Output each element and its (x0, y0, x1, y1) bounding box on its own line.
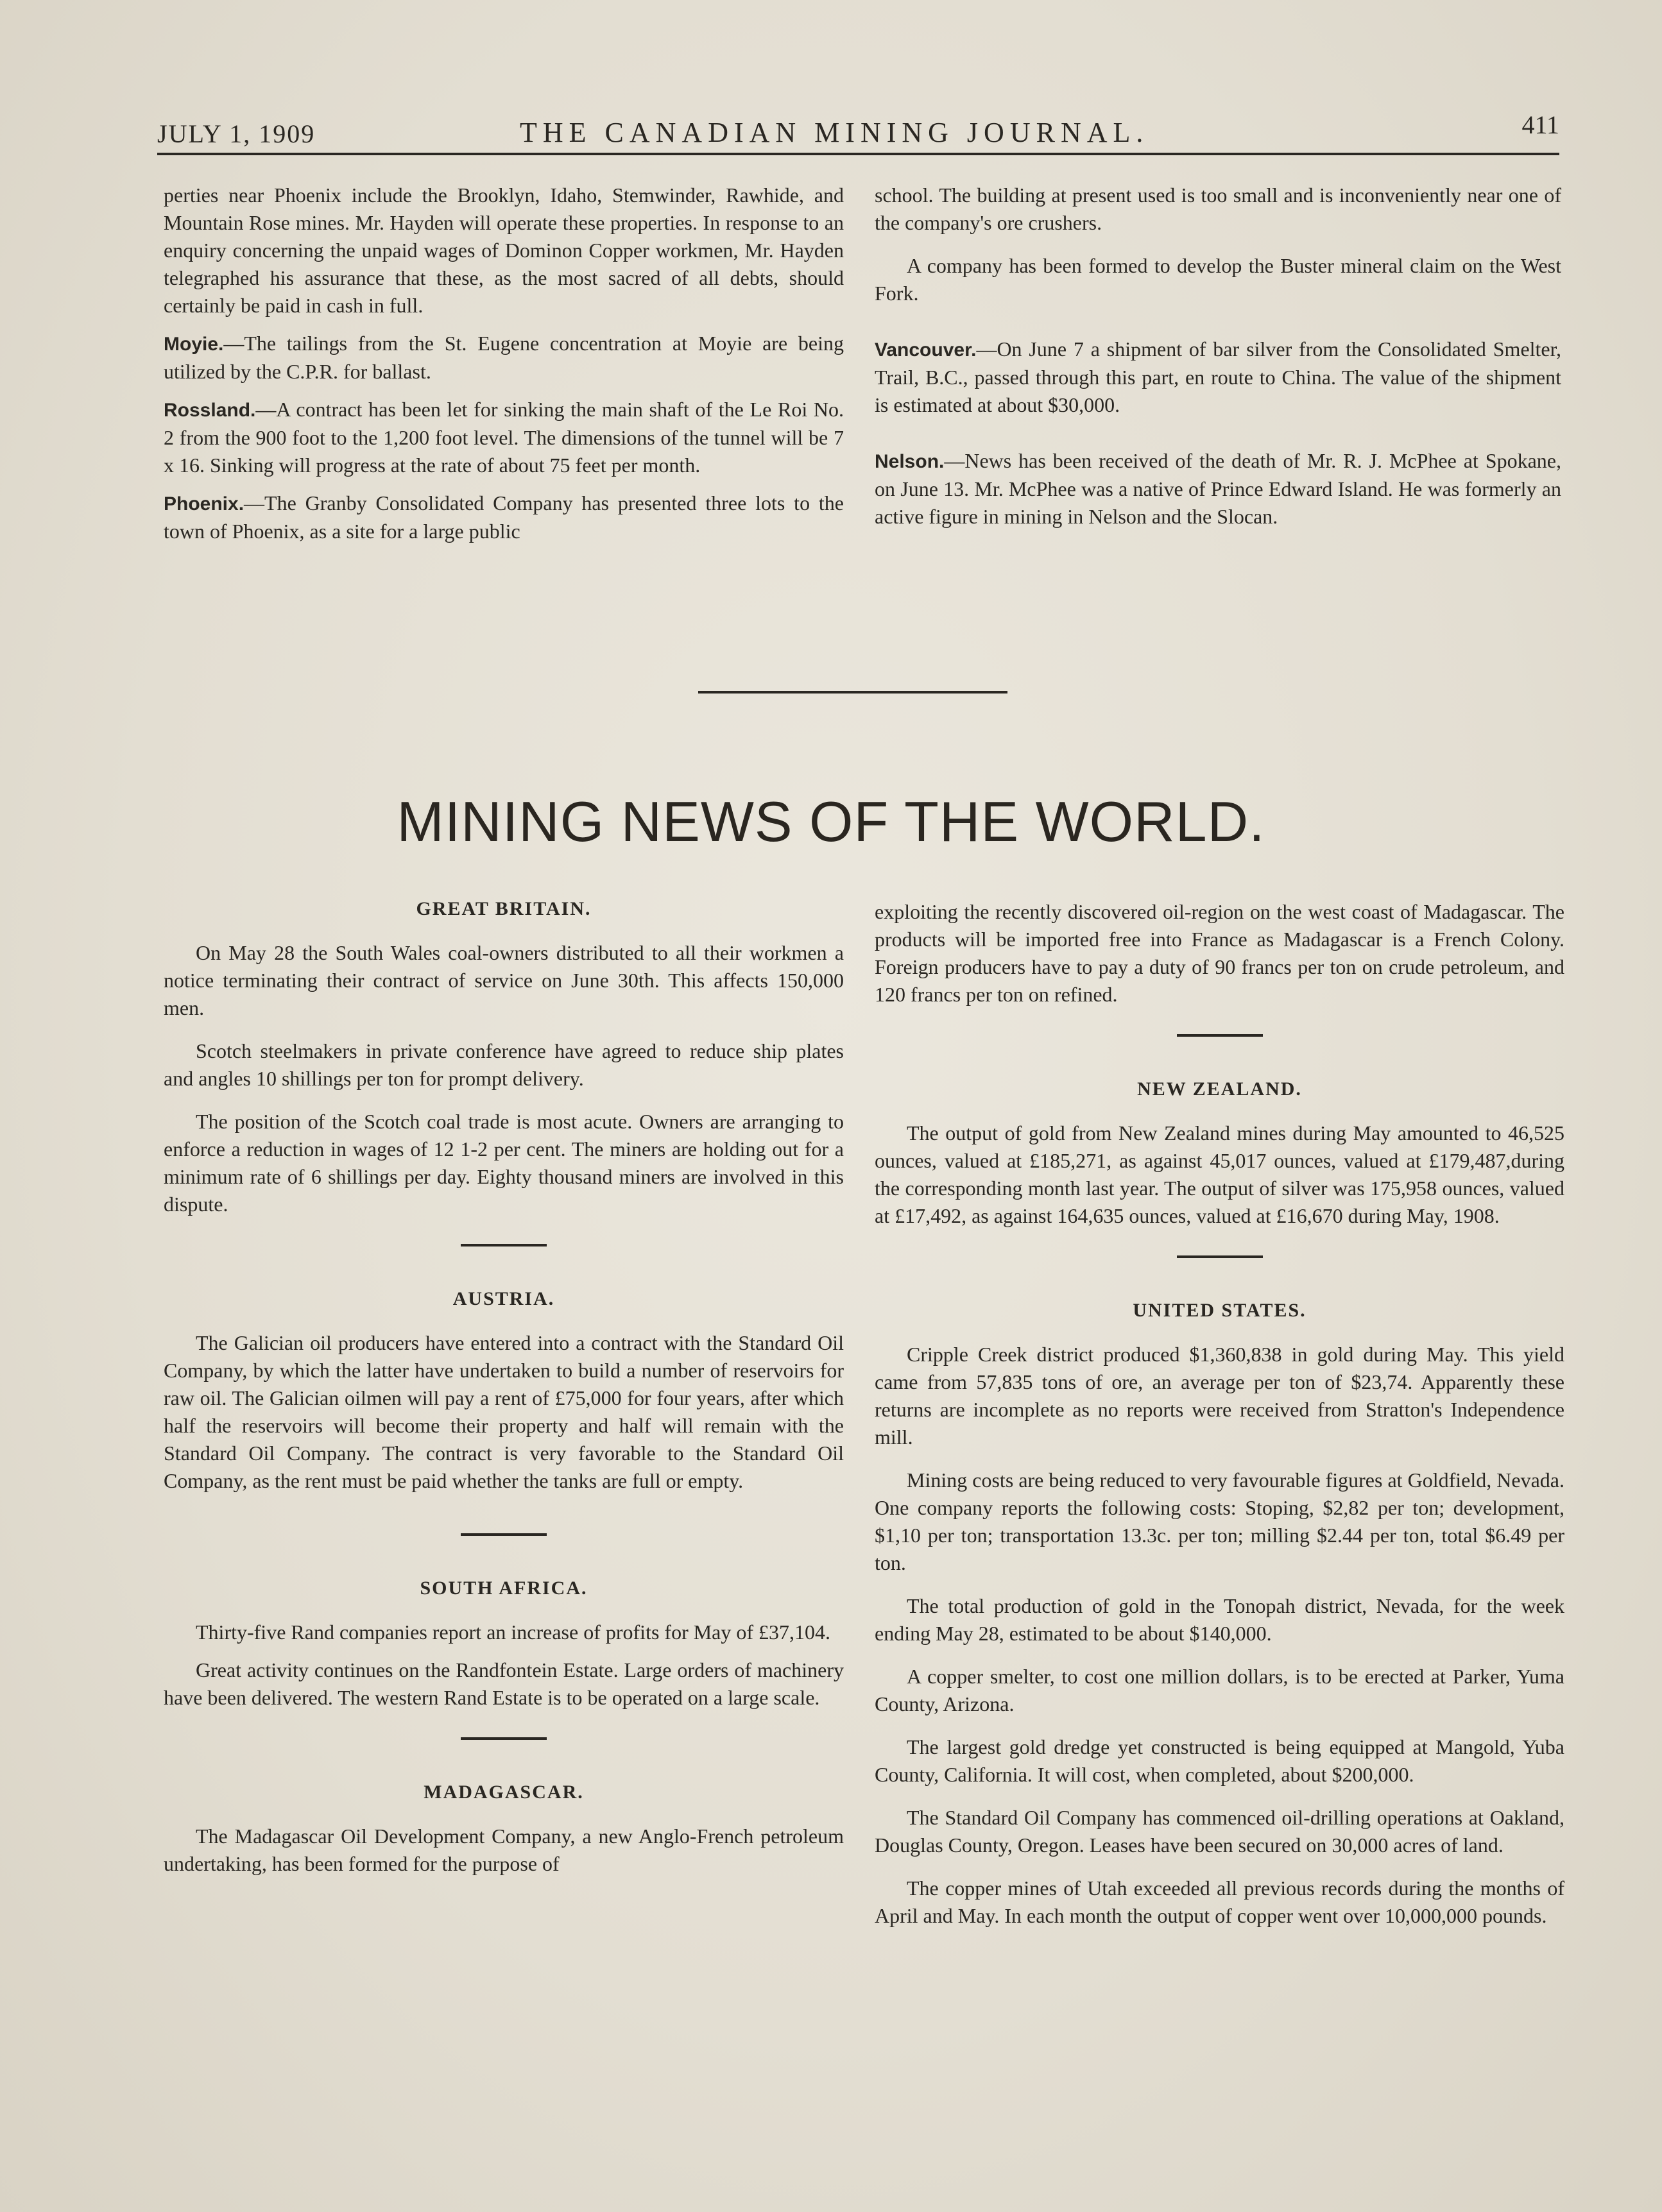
great-britain-p2: Scotch steelmakers in private conference have agreed to reduce ship plates and angles 10 shillings per ton for prompt delivery. (164, 1039, 844, 1090)
bottom-left-column (164, 895, 844, 1888)
united-states-p1: Cripple Creek district produced $1,360,838 in gold during May. This yield came from 57,835 tons of ore, an average per ton of $23,74. Apparently these returns are incomplete as no reports were received from Stratton's Independence mill. (875, 1343, 1564, 1449)
moyie-run-in: Moyie. (164, 334, 224, 355)
rossland-item (164, 396, 844, 479)
top-right-column (875, 182, 1561, 541)
section-dash (461, 1244, 547, 1246)
moyie-text: —The tailings from the St. Eugene concentration at Moyie are being utilized by the C.P.R. for ballast. (164, 332, 844, 383)
united-states-p7: The copper mines of Utah exceeded all previous records during the months of April and May. In each month the output of copper went over 10,000,000 pounds. (875, 1876, 1564, 1927)
phoenix-item (164, 489, 844, 545)
rossland-run-in: Rossland. (164, 400, 256, 421)
vancouver-run-in: Vancouver. (875, 339, 977, 361)
nelson-item (875, 447, 1561, 531)
page-number: 411 (1521, 110, 1559, 139)
vancouver-text: —On June 7 a shipment of bar silver from the Consolidated Smelter, Trail, B.C., passed through this part, en route to China. The value of the shipment is estimated at about $30,000. (875, 337, 1561, 416)
united-states-p4: A copper smelter, to cost one million dollars, is to be erected at Parker, Yuma County, Arizona. (875, 1665, 1564, 1715)
austria-p1: The Galician oil producers have entered into a contract with the Standard Oil Company, by which the latter have undertaken to build a number of reservoirs for raw oil. The Galician oilmen will pay a rent of £75,000 for four years, after which half the reservoirs will become their property and half will remain with the Standard Oil Company. The contract is very favorable to the Standard Oil Company, as the rent must be paid whether the tanks are full or empty. (164, 1331, 844, 1492)
school-paragraph: school. The building at present used is too small and is inconveniently near one of the company's ore crushers. (875, 183, 1561, 234)
section-dash (461, 1533, 547, 1536)
south-africa-p1: Thirty-five Rand companies report an increase of profits for May of £37,104. (196, 1621, 831, 1644)
phoenix-text: —The Granby Consolidated Company has presented three lots to the town of Phoenix, as a site for a large public (164, 491, 844, 543)
united-states-p5: The largest gold dredge yet constructed is being equipped at Mangold, Yuba County, California. It will cost, when completed, about $200,000. (875, 1735, 1564, 1786)
rossland-text: —A contract has been let for sinking the main shaft of the Le Roi No. 2 from the 900 foot to the 1,200 foot level. The dimensions of the tunnel will be 7 x 16. Sinking will progress at the rate of about 75 feet per month. (164, 398, 844, 477)
new-zealand-heading: NEW ZEALAND. (1137, 1078, 1302, 1100)
section-separator (698, 691, 1007, 693)
page-headline: MINING NEWS OF THE WORLD. (397, 790, 1265, 853)
section-dash (1177, 1255, 1263, 1258)
new-zealand-p1: The output of gold from New Zealand mines during May amounted to 46,525 ounces, valued at £185,271, as against 45,017 ounces, valued at £179,487,during the corresponding month last year. The output of silver was 175,958 ounces, valued at £17,492, as against 164,635 ounces, valued at £16,670 during May, 1908. (875, 1121, 1564, 1227)
vancouver-item (875, 336, 1561, 419)
nelson-text: —News has been received of the death of Mr. R. J. McPhee at Spokane, on June 13. Mr. McPhee was a native of Prince Edward Island. He was formerly an active figure in mining in Nelson and the Slocan. (875, 449, 1561, 528)
great-britain-heading: GREAT BRITAIN. (416, 898, 592, 919)
buster-paragraph: A company has been formed to develop the Buster mineral claim on the West Fork. (875, 254, 1561, 305)
great-britain-p1: On May 28 the South Wales coal-owners distributed to all their workmen a notice terminating their contract of service on June 30th. This affects 150,000 men. (164, 941, 844, 1019)
top-left-column (164, 182, 844, 556)
madagascar-continued: exploiting the recently discovered oil-region on the west coast of Madagascar. The products will be imported free into France as Madagascar is a French Colony. Foreign producers have to pay a duty of 90 francs per ton on crude petroleum, and 120 francs per ton on refined. (875, 900, 1564, 1006)
section-dash (461, 1737, 547, 1740)
austria-heading: AUSTRIA. (452, 1288, 555, 1309)
header-rule (157, 153, 1559, 155)
united-states-p3: The total production of gold in the Tonopah district, Nevada, for the week ending May 28, estimated to be about $140,000. (875, 1594, 1564, 1645)
united-states-p2: Mining costs are being reduced to very favourable figures at Goldfield, Nevada. One company reports the following costs: Stoping, $2,82 per ton; development, $1,10 per ton; transportation 13.3c. per ton; milling $2.44 per ton, total $6.49 per ton. (875, 1468, 1564, 1574)
madagascar-heading: MADAGASCAR. (424, 1782, 584, 1803)
section-dash (1177, 1034, 1263, 1037)
running-header (157, 109, 1559, 154)
continued-paragraph: perties near Phoenix include the Brooklyn, Idaho, Stemwinder, Rawhide, and Mountain Rose mines. Mr. Hayden will operate these properties. In response to an enquiry concerning the unpaid wages of Dominon Copper workmen, Mr. Hayden telegraphed his assurance that these, as the most sacred of all debts, should certainly be paid in cash in full. (164, 183, 844, 317)
south-africa-p2: Great activity continues on the Randfontein Estate. Large orders of machinery have been delivered. The western Rand Estate is to be operated on a large scale. (164, 1658, 844, 1709)
great-britain-p3: The position of the Scotch coal trade is most acute. Owners are arranging to enforce a reduction in wages of 12 1-2 per cent. The miners are holding out for a minimum rate of 6 shillings per day. Eighty thousand miners are involved in this dispute. (164, 1110, 844, 1216)
phoenix-run-in: Phoenix. (164, 493, 244, 515)
bottom-right-column (875, 898, 1564, 1940)
moyie-item (164, 330, 844, 386)
nelson-run-in: Nelson. (875, 451, 945, 472)
south-africa-heading: SOUTH AFRICA. (420, 1578, 588, 1599)
united-states-p6: The Standard Oil Company has commenced oil-drilling operations at Oakland, Douglas County, Oregon. Leases have been secured on 30,000 acres of land. (875, 1806, 1564, 1857)
united-states-heading: UNITED STATES. (1133, 1300, 1306, 1321)
madagascar-p1: The Madagascar Oil Development Company, a new Anglo-French petroleum undertaking, has been formed for the purpose of (164, 1825, 844, 1875)
journal-title: THE CANADIAN MINING JOURNAL. (520, 117, 1149, 148)
issue-date: JULY 1, 1909 (157, 119, 316, 148)
